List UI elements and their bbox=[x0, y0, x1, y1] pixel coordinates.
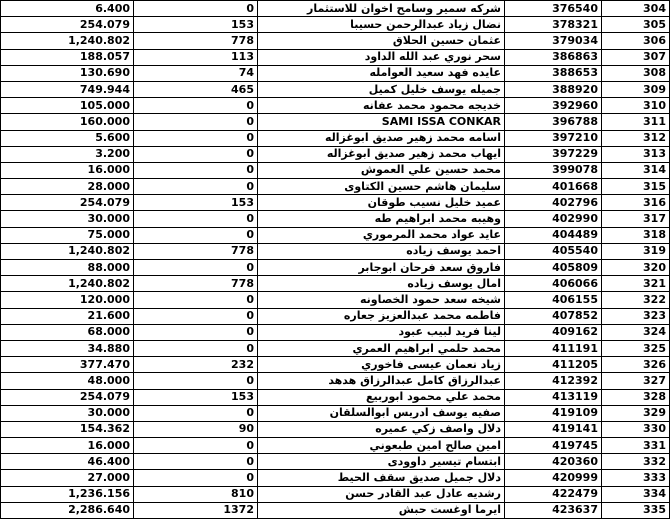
amount-cell: 6.400 bbox=[1, 1, 134, 17]
table-row bbox=[1, 1, 670, 17]
row-number-cell: 315 bbox=[602, 179, 670, 195]
table-row bbox=[1, 146, 670, 162]
table-row bbox=[1, 65, 670, 81]
amount-cell: 1,240.802 bbox=[1, 243, 134, 259]
holder-code-cell: 386863 bbox=[505, 49, 602, 65]
holder-code-cell: 412392 bbox=[505, 373, 602, 389]
amount-cell: 75.000 bbox=[1, 227, 134, 243]
table-row bbox=[1, 324, 670, 340]
shares-cell: 0 bbox=[134, 179, 258, 195]
shares-cell: 0 bbox=[134, 324, 258, 340]
amount-cell: 160.000 bbox=[1, 114, 134, 130]
amount-cell: 188.057 bbox=[1, 49, 134, 65]
row-number-cell: 329 bbox=[602, 405, 670, 421]
row-number-cell: 305 bbox=[602, 17, 670, 33]
shares-cell: 0 bbox=[134, 454, 258, 470]
amount-cell: 5.600 bbox=[1, 130, 134, 146]
holder-name-cell: امين صالح امين طبعوني bbox=[258, 438, 505, 454]
table-row bbox=[1, 357, 670, 373]
holder-code-cell: 376540 bbox=[505, 1, 602, 17]
shares-cell: 153 bbox=[134, 195, 258, 211]
shares-cell: 778 bbox=[134, 276, 258, 292]
holder-name-cell: زياد نعمان عيسى فاخوري bbox=[258, 357, 505, 373]
amount-cell: 1,240.802 bbox=[1, 33, 134, 49]
holder-code-cell: 405540 bbox=[505, 243, 602, 259]
holder-code-cell: 406066 bbox=[505, 276, 602, 292]
row-number-cell: 307 bbox=[602, 49, 670, 65]
shares-cell: 0 bbox=[134, 340, 258, 356]
row-number-cell: 309 bbox=[602, 81, 670, 97]
row-number-cell: 316 bbox=[602, 195, 670, 211]
table-row bbox=[1, 81, 670, 97]
holder-name-cell: رشديه عادل عبد القادر حسن bbox=[258, 486, 505, 502]
table-row bbox=[1, 49, 670, 65]
row-number-cell: 317 bbox=[602, 211, 670, 227]
holder-code-cell: 392960 bbox=[505, 98, 602, 114]
shares-cell: 0 bbox=[134, 308, 258, 324]
holder-code-cell: 420999 bbox=[505, 470, 602, 486]
holder-code-cell: 419745 bbox=[505, 438, 602, 454]
holder-code-cell: 401668 bbox=[505, 179, 602, 195]
amount-cell: 16.000 bbox=[1, 162, 134, 178]
holder-name-cell: دلال جميل صديق سقف الحيط bbox=[258, 470, 505, 486]
row-number-cell: 325 bbox=[602, 340, 670, 356]
table-row bbox=[1, 389, 670, 405]
shares-cell: 0 bbox=[134, 1, 258, 17]
holder-code-cell: 406155 bbox=[505, 292, 602, 308]
amount-cell: 27.000 bbox=[1, 470, 134, 486]
table-row bbox=[1, 98, 670, 114]
shares-cell: 0 bbox=[134, 373, 258, 389]
holder-name-cell: SAMI ISSA CONKAR bbox=[258, 114, 505, 130]
holder-code-cell: 420360 bbox=[505, 454, 602, 470]
holder-code-cell: 411205 bbox=[505, 357, 602, 373]
holder-name-cell: فاطمه محمد عبدالعزيز جعاره bbox=[258, 308, 505, 324]
table-row bbox=[1, 114, 670, 130]
shares-cell: 0 bbox=[134, 130, 258, 146]
holder-name-cell: محمد حلمي ابراهيم العمري bbox=[258, 340, 505, 356]
holder-code-cell: 423637 bbox=[505, 502, 602, 518]
row-number-cell: 333 bbox=[602, 470, 670, 486]
shares-cell: 90 bbox=[134, 421, 258, 437]
shares-cell: 778 bbox=[134, 243, 258, 259]
holder-code-cell: 378321 bbox=[505, 17, 602, 33]
shares-cell: 0 bbox=[134, 405, 258, 421]
amount-cell: 120.000 bbox=[1, 292, 134, 308]
table-row bbox=[1, 340, 670, 356]
shares-cell: 0 bbox=[134, 292, 258, 308]
shares-cell: 0 bbox=[134, 227, 258, 243]
row-number-cell: 326 bbox=[602, 357, 670, 373]
table-row bbox=[1, 421, 670, 437]
holder-name-cell: وهيبه محمد ابراهيم طه bbox=[258, 211, 505, 227]
row-number-cell: 313 bbox=[602, 146, 670, 162]
shares-cell: 810 bbox=[134, 486, 258, 502]
table-row bbox=[1, 179, 670, 195]
holder-name-cell: فاروق سعد فرحان ابوجابر bbox=[258, 260, 505, 276]
holder-name-cell: جميله يوسف خليل كميل bbox=[258, 81, 505, 97]
holder-name-cell: سليمان هاشم حسين الكتاوى bbox=[258, 179, 505, 195]
amount-cell: 3.200 bbox=[1, 146, 134, 162]
holder-name-cell: ايرما اوغست حبش bbox=[258, 502, 505, 518]
table-row bbox=[1, 486, 670, 502]
shares-cell: 0 bbox=[134, 114, 258, 130]
table-row bbox=[1, 162, 670, 178]
table-row bbox=[1, 211, 670, 227]
holder-name-cell: محمد حسين علي العموش bbox=[258, 162, 505, 178]
row-number-cell: 330 bbox=[602, 421, 670, 437]
holder-code-cell: 419141 bbox=[505, 421, 602, 437]
shares-cell: 0 bbox=[134, 162, 258, 178]
shares-cell: 778 bbox=[134, 33, 258, 49]
holder-code-cell: 422479 bbox=[505, 486, 602, 502]
holder-code-cell: 407852 bbox=[505, 308, 602, 324]
table-row bbox=[1, 243, 670, 259]
amount-cell: 254.079 bbox=[1, 17, 134, 33]
row-number-cell: 304 bbox=[602, 1, 670, 17]
holder-name-cell: عثمان حسين الحلاق bbox=[258, 33, 505, 49]
holder-name-cell: احمد يوسف زياده bbox=[258, 243, 505, 259]
holder-name-cell: لينا فريد لبيب عبود bbox=[258, 324, 505, 340]
row-number-cell: 334 bbox=[602, 486, 670, 502]
holder-code-cell: 402990 bbox=[505, 211, 602, 227]
holder-code-cell: 409162 bbox=[505, 324, 602, 340]
row-number-cell: 328 bbox=[602, 389, 670, 405]
shares-cell: 153 bbox=[134, 17, 258, 33]
holder-code-cell: 396788 bbox=[505, 114, 602, 130]
holder-code-cell: 413119 bbox=[505, 389, 602, 405]
amount-cell: 46.400 bbox=[1, 454, 134, 470]
holder-name-cell: عبدالرزاق كامل عبدالرزاق هدهد bbox=[258, 373, 505, 389]
holder-name-cell: ايهاب محمد زهير صديق ابوغزاله bbox=[258, 146, 505, 162]
row-number-cell: 311 bbox=[602, 114, 670, 130]
amount-cell: 2,286.640 bbox=[1, 502, 134, 518]
shares-cell: 74 bbox=[134, 65, 258, 81]
row-number-cell: 312 bbox=[602, 130, 670, 146]
table-row bbox=[1, 33, 670, 49]
holder-name-cell: اسامه محمد زهير صديق ابوغزاله bbox=[258, 130, 505, 146]
holder-name-cell: شيخه سعد حمود الخصاونه bbox=[258, 292, 505, 308]
holder-code-cell: 388653 bbox=[505, 65, 602, 81]
holder-name-cell: خديجه محمود محمد عفانه bbox=[258, 98, 505, 114]
holder-code-cell: 402796 bbox=[505, 195, 602, 211]
row-number-cell: 335 bbox=[602, 502, 670, 518]
amount-cell: 1,240.802 bbox=[1, 276, 134, 292]
row-number-cell: 322 bbox=[602, 292, 670, 308]
amount-cell: 30.000 bbox=[1, 405, 134, 421]
holder-name-cell: عايده فهد سعيد العوامله bbox=[258, 65, 505, 81]
shares-cell: 0 bbox=[134, 146, 258, 162]
shares-cell: 232 bbox=[134, 357, 258, 373]
row-number-cell: 324 bbox=[602, 324, 670, 340]
row-number-cell: 323 bbox=[602, 308, 670, 324]
row-number-cell: 332 bbox=[602, 454, 670, 470]
amount-cell: 254.079 bbox=[1, 195, 134, 211]
shares-cell: 153 bbox=[134, 389, 258, 405]
holder-code-cell: 405809 bbox=[505, 260, 602, 276]
table-row bbox=[1, 260, 670, 276]
amount-cell: 21.600 bbox=[1, 308, 134, 324]
row-number-cell: 308 bbox=[602, 65, 670, 81]
table-row bbox=[1, 17, 670, 33]
holder-name-cell: عايد عواد محمد المرموري bbox=[258, 227, 505, 243]
row-number-cell: 306 bbox=[602, 33, 670, 49]
amount-cell: 1,236.156 bbox=[1, 486, 134, 502]
row-number-cell: 327 bbox=[602, 373, 670, 389]
holder-name-cell: صفيه يوسف ادريس ابوالسلقان bbox=[258, 405, 505, 421]
table-row bbox=[1, 502, 670, 518]
shares-cell: 0 bbox=[134, 98, 258, 114]
table-row bbox=[1, 227, 670, 243]
shares-cell: 1372 bbox=[134, 502, 258, 518]
row-number-cell: 320 bbox=[602, 260, 670, 276]
amount-cell: 68.000 bbox=[1, 324, 134, 340]
amount-cell: 30.000 bbox=[1, 211, 134, 227]
table-row bbox=[1, 454, 670, 470]
holder-code-cell: 419109 bbox=[505, 405, 602, 421]
table-row bbox=[1, 276, 670, 292]
shares-cell: 465 bbox=[134, 81, 258, 97]
table-row bbox=[1, 470, 670, 486]
holder-name-cell: عميد خليل نسيب طوقان bbox=[258, 195, 505, 211]
holder-code-cell: 397210 bbox=[505, 130, 602, 146]
amount-cell: 28.000 bbox=[1, 179, 134, 195]
holder-code-cell: 397229 bbox=[505, 146, 602, 162]
holder-code-cell: 411191 bbox=[505, 340, 602, 356]
shares-cell: 0 bbox=[134, 470, 258, 486]
table-row bbox=[1, 438, 670, 454]
holder-name-cell: نضال زياد عبدالرحمن حسيبا bbox=[258, 17, 505, 33]
holder-name-cell: سحر نوري عبد الله الداود bbox=[258, 49, 505, 65]
table-row bbox=[1, 130, 670, 146]
amount-cell: 377.470 bbox=[1, 357, 134, 373]
shares-cell: 113 bbox=[134, 49, 258, 65]
row-number-cell: 314 bbox=[602, 162, 670, 178]
amount-cell: 749.944 bbox=[1, 81, 134, 97]
table-row bbox=[1, 405, 670, 421]
amount-cell: 34.880 bbox=[1, 340, 134, 356]
row-number-cell: 321 bbox=[602, 276, 670, 292]
holder-code-cell: 404489 bbox=[505, 227, 602, 243]
holder-code-cell: 399078 bbox=[505, 162, 602, 178]
shares-cell: 0 bbox=[134, 438, 258, 454]
table-row bbox=[1, 195, 670, 211]
holder-name-cell: ابتسام تيسير داوودى bbox=[258, 454, 505, 470]
amount-cell: 130.690 bbox=[1, 65, 134, 81]
table-body bbox=[1, 1, 670, 519]
amount-cell: 48.000 bbox=[1, 373, 134, 389]
holder-name-cell: محمد علي محمود ابوربيع bbox=[258, 389, 505, 405]
table-row bbox=[1, 292, 670, 308]
amount-cell: 16.000 bbox=[1, 438, 134, 454]
amount-cell: 105.000 bbox=[1, 98, 134, 114]
row-number-cell: 319 bbox=[602, 243, 670, 259]
table-row bbox=[1, 373, 670, 389]
holder-name-cell: دلال واصف زكي عميره bbox=[258, 421, 505, 437]
holder-name-cell: شركه سمير وسامح اخوان للاستثمار bbox=[258, 1, 505, 17]
holder-code-cell: 388920 bbox=[505, 81, 602, 97]
amount-cell: 154.362 bbox=[1, 421, 134, 437]
row-number-cell: 310 bbox=[602, 98, 670, 114]
shares-cell: 0 bbox=[134, 260, 258, 276]
amount-cell: 88.000 bbox=[1, 260, 134, 276]
row-number-cell: 331 bbox=[602, 438, 670, 454]
holder-code-cell: 379034 bbox=[505, 33, 602, 49]
shares-cell: 0 bbox=[134, 211, 258, 227]
holder-name-cell: امال يوسف زياده bbox=[258, 276, 505, 292]
amount-cell: 254.079 bbox=[1, 389, 134, 405]
row-number-cell: 318 bbox=[602, 227, 670, 243]
table-row bbox=[1, 308, 670, 324]
